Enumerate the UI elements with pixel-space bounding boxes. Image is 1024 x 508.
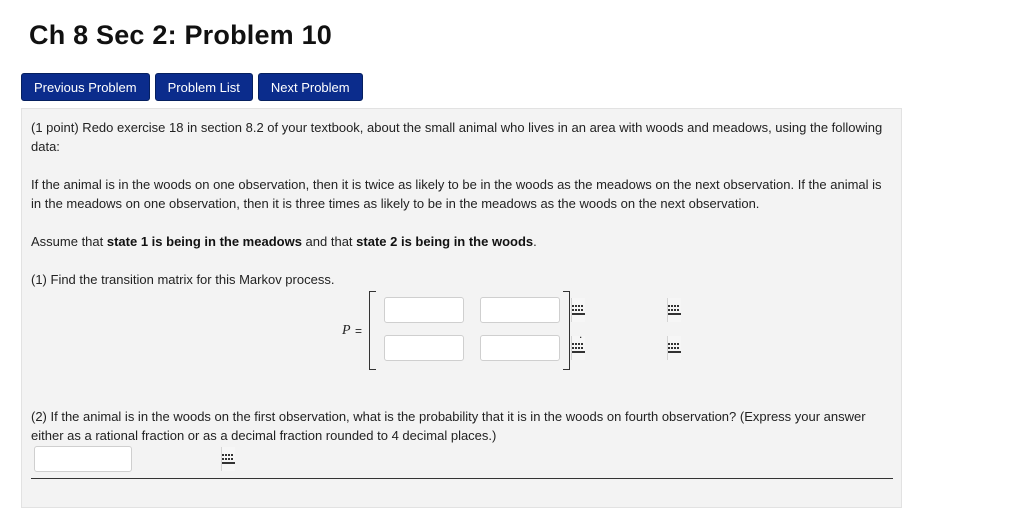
assumption-text [31, 232, 891, 251]
right-bracket [563, 291, 570, 370]
transition-matrix [340, 291, 590, 371]
assumption-middle: and that [301, 234, 357, 249]
problem-nav [21, 73, 363, 101]
previous-problem-button[interactable]: Previous Problem [21, 73, 150, 101]
page-title: Ch 8 Sec 2: Problem 10 [29, 20, 333, 50]
matrix-cell-1-2-input[interactable] [481, 298, 667, 322]
problem-panel [21, 108, 902, 508]
matrix-equals: = [355, 324, 363, 338]
part2-prompt: (2) If the animal is in the woods on the first observation, what is the probability that it is in the woods on fourth observation? (Express your answer either as a rational fraction or as a decimal fraction rounded to 4 decimal places.) [31, 409, 866, 443]
matrix-cell-1-2[interactable] [480, 297, 560, 323]
equation-palette-icon[interactable] [667, 336, 681, 360]
section-divider [31, 478, 893, 479]
equation-palette-icon[interactable] [667, 298, 681, 322]
problem-list-button[interactable]: Problem List [155, 73, 253, 101]
matrix-cell-2-2[interactable] [480, 335, 560, 361]
part2-answer[interactable] [34, 446, 132, 472]
assumption-suffix: . [533, 234, 537, 249]
matrix-cell-2-1[interactable] [384, 335, 464, 361]
equation-palette-icon[interactable] [221, 447, 235, 471]
state-1-definition: state 1 is being in the meadows [106, 234, 302, 249]
problem-data-text: If the animal is in the woods on one observation, then it is twice as likely to be in the woods as the meadows on the next observation. If the animal is in the meadows on one observation, then it is three times as likely to be in the meadows as the woods on the next observation. [31, 177, 882, 211]
next-problem-button[interactable]: Next Problem [258, 73, 363, 101]
part2-answer-input[interactable] [35, 447, 221, 471]
matrix-cell-1-1[interactable] [384, 297, 464, 323]
part1-prompt: (1) Find the transition matrix for this Markov process. [31, 272, 335, 287]
problem-intro: (1 point) Redo exercise 18 in section 8.2 of your textbook, about the small animal who lives in an area with woods and meadows, using the following data: [31, 120, 883, 154]
matrix-period: . [579, 327, 583, 341]
assumption-prefix: Assume that [31, 234, 107, 249]
state-2-definition: state 2 is being in the woods [356, 234, 534, 249]
matrix-label: P [342, 323, 351, 338]
left-bracket [369, 291, 376, 370]
matrix-cell-2-2-input[interactable] [481, 336, 667, 360]
